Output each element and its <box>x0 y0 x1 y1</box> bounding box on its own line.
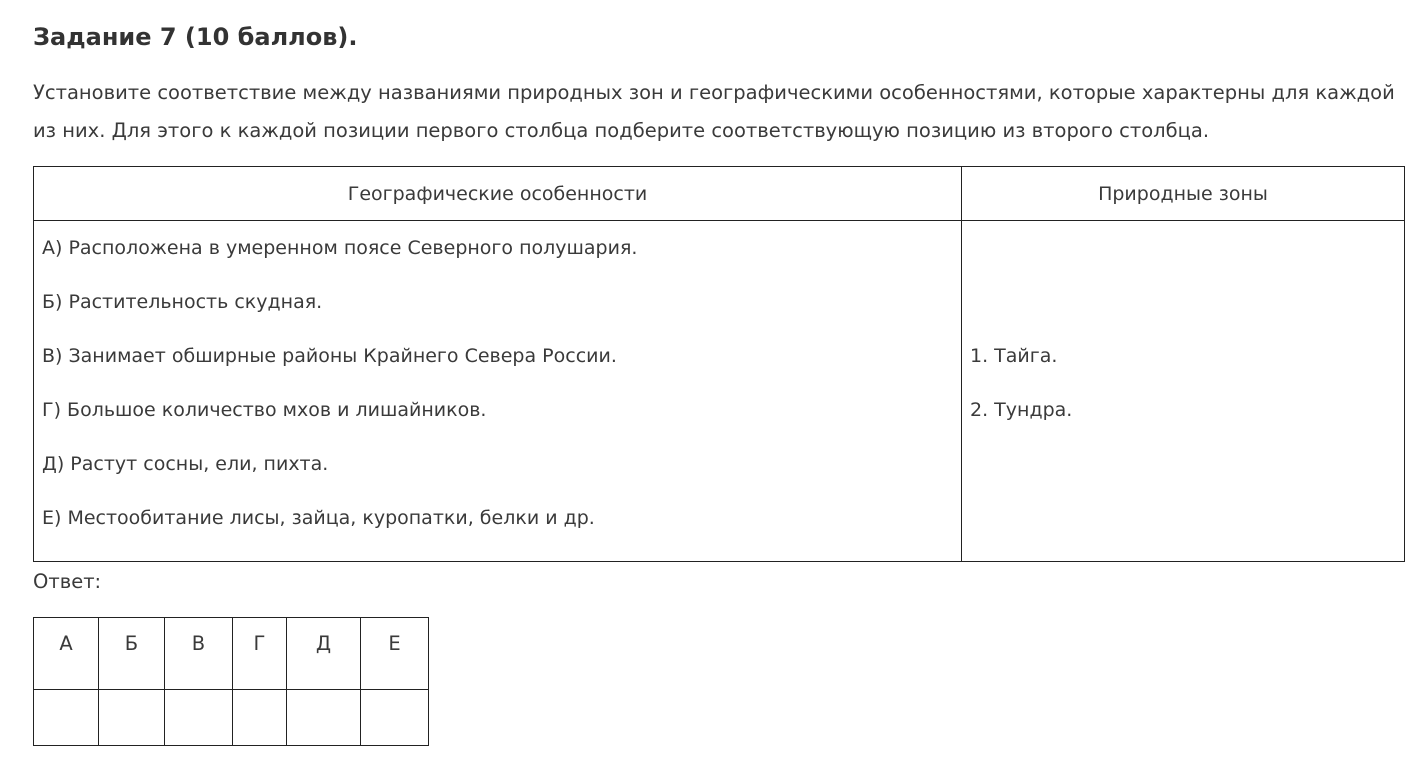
answer-cell-d[interactable] <box>287 690 361 746</box>
zone-list <box>962 221 1404 449</box>
answer-letter-e: Е <box>361 618 429 690</box>
answer-table <box>33 617 429 746</box>
answer-letters-row <box>34 618 429 690</box>
answer-letter-v: В <box>165 618 233 690</box>
features-cell <box>34 221 962 562</box>
matching-table-header-row <box>34 167 1405 221</box>
answer-cell-b[interactable] <box>99 690 165 746</box>
answer-letter-d: Д <box>287 618 361 690</box>
feature-item-a: А) Расположена в умеренном поясе Северного полушария. <box>42 237 638 259</box>
answer-cell-g[interactable] <box>233 690 287 746</box>
feature-item-g: Г) Большое количество мхов и лишайников. <box>42 399 487 421</box>
task-instruction: Установите соответствие между названиями природных зон и географическими особенностями, которые характерны для каждой из них. Для этого к каждой позиции первого столбца подберите соответствующую позицию из второго столбца. <box>33 81 1395 142</box>
matching-table-body-row <box>34 221 1405 562</box>
answer-letter-a: А <box>34 618 99 690</box>
answer-cell-e[interactable] <box>361 690 429 746</box>
zone-item-tundra: 2. Тундра. <box>970 399 1073 421</box>
answer-letter-g: Г <box>233 618 287 690</box>
header-zones: Природные зоны <box>962 167 1405 221</box>
header-features: Географические особенности <box>34 167 962 221</box>
feature-list <box>34 221 961 557</box>
matching-table <box>33 166 1405 562</box>
answer-values-row <box>34 690 429 746</box>
task-title: Задание 7 (10 баллов). <box>33 23 358 51</box>
zone-item-taiga: 1. Тайга. <box>970 345 1058 367</box>
answer-label: Ответ: <box>33 570 102 593</box>
feature-item-d: Д) Растут сосны, ели, пихта. <box>42 453 329 475</box>
feature-item-v: В) Занимает обширные районы Крайнего Севера России. <box>42 345 617 367</box>
zones-cell <box>962 221 1405 562</box>
answer-cell-a[interactable] <box>34 690 99 746</box>
feature-item-e: Е) Местообитание лисы, зайца, куропатки, белки и др. <box>42 507 595 529</box>
answer-letter-b: Б <box>99 618 165 690</box>
feature-item-b: Б) Растительность скудная. <box>42 291 323 313</box>
answer-cell-v[interactable] <box>165 690 233 746</box>
